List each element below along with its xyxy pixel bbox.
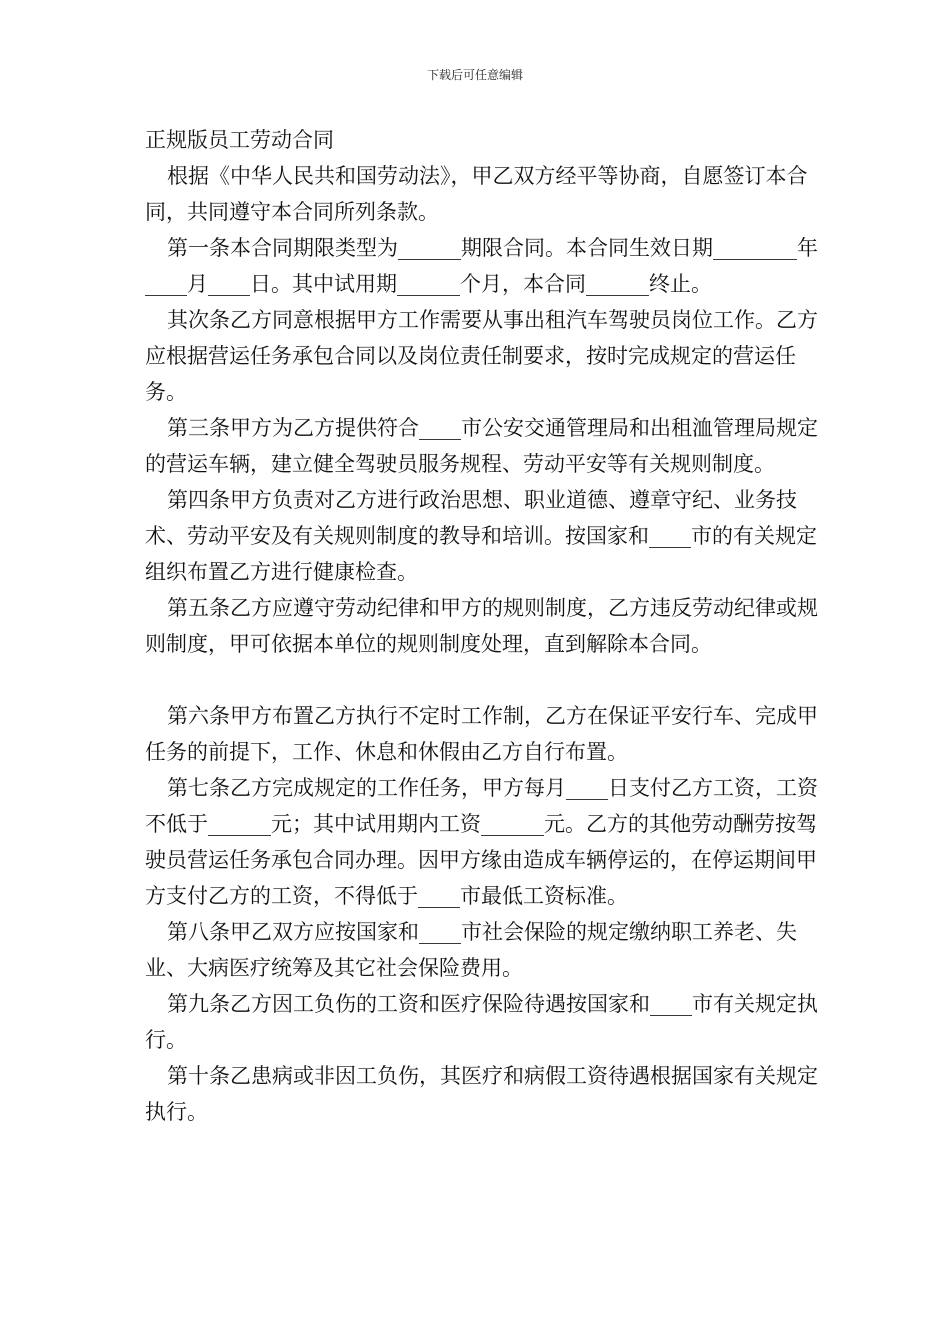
paragraph-article-1: 第一条本合同期限类型为______期限合同。本合同生效日期________年____月____日。其中试用期______个月，本合同______终止。: [145, 236, 818, 296]
paragraph-article-5: 第五条乙方应遵守劳动纪律和甲方的规则制度，乙方违反劳动纪律或规则制度，甲可依据本单位的规则制度处理，直到解除本合同。: [145, 596, 818, 656]
document-title: 正规版员工劳动合同: [145, 128, 334, 152]
header-note: 下载后可任意编辑: [426, 68, 523, 82]
paragraph-article-7: 第七条乙方完成规定的工作任务，甲方每月____日支付乙方工资，工资不低于______元；其中试用期内工资______元。乙方的其他劳动酬劳按驾驶员营运任务承包合同办理。因甲方缘由造成车辆停运的，在停运期间甲方支付乙方的工资，不得低于____市最低工资标准。: [145, 776, 818, 908]
paragraph-article-6: 第六条甲方布置乙方执行不定时工作制，乙方在保证平安行车、完成甲任务的前提下，工作、休息和休假由乙方自行布置。: [145, 704, 818, 764]
paragraph-article-9: 第九条乙方因工负伤的工资和医疗保险待遇按国家和____市有关规定执行。: [145, 992, 818, 1052]
paragraph-article-3: 第三条甲方为乙方提供符合____市公安交通管理局和出租洫管理局规定的营运车辆，建立健全驾驶员服务规程、劳动平安等有关规则制度。: [145, 416, 818, 476]
paragraph-article-10: 第十条乙患病或非因工负伤，其医疗和病假工资待遇根据国家有关规定执行。: [145, 1064, 818, 1124]
paragraph-preamble: 根据《中华人民共和国劳动法》，甲乙双方经平等协商，自愿签订本合同，共同遵守本合同所列条款。: [145, 164, 808, 224]
paragraph-article-8: 第八条甲乙双方应按国家和____市社会保险的规定缴纳职工养老、失业、大病医疗统筹及其它社会保险费用。: [145, 920, 797, 980]
document-body: [145, 122, 825, 1130]
paragraph-article-4: 第四条甲方负责对乙方进行政治思想、职业道德、遵章守纪、业务技术、劳动平安及有关规则制度的教导和培训。按国家和____市的有关规定组织布置乙方进行健康检查。: [145, 488, 817, 584]
paragraph-article-2: 其次条乙方同意根据甲方工作需要从事出租汽车驾驶员岗位工作。乙方应根据营运任务承包合同以及岗位责任制要求，按时完成规定的营运任务。: [145, 308, 818, 404]
